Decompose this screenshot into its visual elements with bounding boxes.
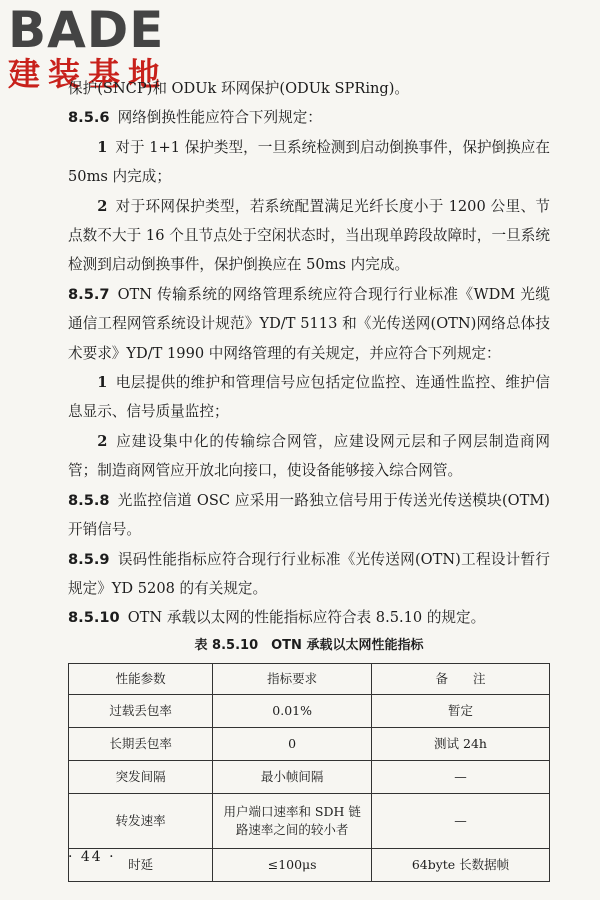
item-text: 对于环网保护类型，若系统配置满足光纤长度小于 1200 公里、节点数不大于 16 个且节点处于空闲状态时，当出现单跨段故障时，一旦系统检测到启动倒换事件，保护倒换应在 50ms 内完成。 bbox=[68, 197, 550, 274]
table-cell: ≤100μs bbox=[213, 848, 372, 881]
clause-text: 误码性能指标应符合现行行业标准《光传送网(OTN)工程设计暂行规定》YD 5208 的有关规定。 bbox=[68, 550, 550, 597]
item-text: 应建设集中化的传输综合网管，应建设网元层和子网层制造商网管；制造商网管应开放北向接口，使设备能够接入综合网管。 bbox=[68, 432, 550, 480]
item-text: 对于 1+1 保护类型，一旦系统检测到启动倒换事件，保护倒换应在 50ms 内完成； bbox=[68, 138, 550, 186]
table-cell: 0.01% bbox=[213, 694, 372, 727]
clause-8-5-7 bbox=[68, 280, 550, 368]
clause-text: 光监控信道 OSC 应采用一路独立信号用于传送光传送模块(OTM)开销信号。 bbox=[68, 491, 550, 539]
clause-number: 8.5.8 bbox=[68, 491, 110, 509]
table-row bbox=[69, 694, 550, 727]
clause-8-5-6-item-2 bbox=[68, 192, 550, 280]
logo-wordmark: BADE bbox=[8, 1, 165, 59]
continued-paragraph: 保护(SNCP)和 ODUk 环网保护(ODUk SPRing)。 bbox=[68, 80, 410, 97]
performance-table bbox=[68, 663, 550, 882]
clause-text: OTN 传输系统的网络管理系统应符合现行行业标准《WDM 光缆通信工程网管系统设计规范》YD/T 5113 和《光传送网(OTN)网络总体技术要求》YD/T 1990 中网络管理的有关规定，并应符合下列规定： bbox=[68, 285, 550, 362]
table-cell: 突发间隔 bbox=[69, 760, 213, 793]
clause-8-5-6-item-1 bbox=[68, 133, 550, 192]
clause-number: 8.5.6 bbox=[68, 109, 110, 127]
clause-8-5-10 bbox=[68, 603, 550, 632]
table-row bbox=[69, 760, 550, 793]
header-cell: 性能参数 bbox=[69, 663, 213, 694]
clause-8-5-8 bbox=[68, 486, 550, 545]
table-cell: 转发速率 bbox=[69, 793, 213, 848]
table-caption: 表 8.5.10 OTN 承载以太网性能指标 bbox=[194, 637, 424, 653]
table-cell: 测试 24h bbox=[372, 727, 550, 760]
header-cell: 备 注 bbox=[372, 663, 550, 694]
table-cell: 长期丢包率 bbox=[69, 727, 213, 760]
table-cell: 时延 bbox=[69, 848, 213, 881]
item-number: 1 bbox=[97, 374, 108, 392]
table-cell: 最小帧间隔 bbox=[213, 760, 372, 793]
table-cell: 0 bbox=[213, 727, 372, 760]
table-cell: — bbox=[372, 760, 550, 793]
table-row bbox=[69, 727, 550, 760]
document-body bbox=[68, 74, 550, 882]
item-number: 2 bbox=[97, 197, 108, 215]
clause-8-5-6 bbox=[68, 103, 550, 132]
clause-8-5-7-item-2 bbox=[68, 427, 550, 486]
table-header-row bbox=[69, 663, 550, 694]
table-cell: 64byte 长数据帧 bbox=[372, 848, 550, 881]
table-cell: 过载丢包率 bbox=[69, 694, 213, 727]
clause-text: 网络倒换性能应符合下列规定： bbox=[117, 109, 322, 127]
table-cell: 暂定 bbox=[372, 694, 550, 727]
page-number: · 44 · bbox=[68, 849, 116, 865]
clause-number: 8.5.7 bbox=[68, 285, 110, 303]
clause-8-5-9 bbox=[68, 545, 550, 604]
item-text: 电层提供的维护和管理信号应包括定位监控、连通性监控、维护信息显示、信号质量监控； bbox=[68, 374, 550, 421]
item-number: 1 bbox=[97, 138, 108, 156]
table-cell: — bbox=[372, 793, 550, 848]
table-row bbox=[69, 848, 550, 881]
clause-8-5-7-item-1 bbox=[68, 368, 550, 427]
table-cell: 用户端口速率和 SDH 链路速率之间的较小者 bbox=[213, 793, 372, 848]
header-cell: 指标要求 bbox=[213, 663, 372, 694]
clause-text: OTN 承载以太网的性能指标应符合表 8.5.10 的规定。 bbox=[127, 609, 486, 627]
clause-number: 8.5.9 bbox=[68, 550, 110, 568]
item-number: 2 bbox=[97, 432, 108, 450]
table-row bbox=[69, 793, 550, 848]
logo-chinese-name: 建装基地 bbox=[8, 55, 169, 93]
clause-number: 8.5.10 bbox=[68, 609, 120, 627]
